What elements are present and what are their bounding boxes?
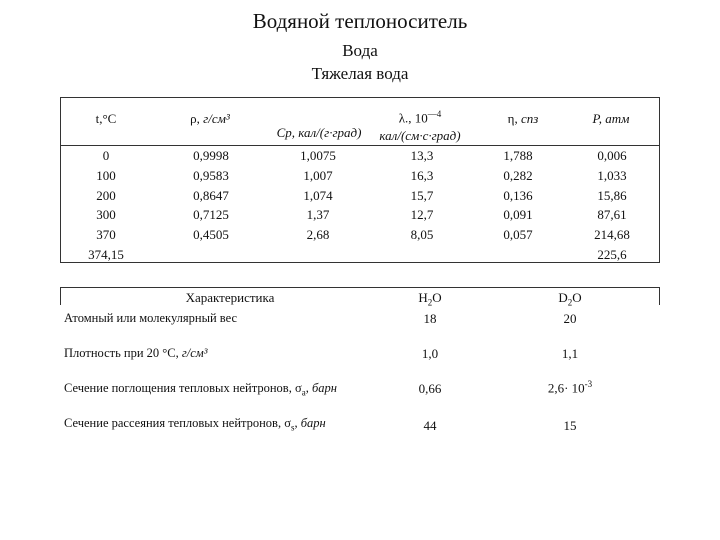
table-cell: 0,9998 <box>193 148 229 163</box>
value-h2o-density: 1,0 <box>421 346 439 361</box>
table-cell: 0,9583 <box>193 167 229 183</box>
table-cell: 100 <box>96 167 116 183</box>
subtitle-heavy-water: Тяжелая вода <box>311 64 409 83</box>
table-cell: 0,8647 <box>193 187 229 203</box>
table-cell: 15,7 <box>410 187 434 203</box>
table-cell: 12,7 <box>410 207 434 223</box>
value-h2o-molecular-weight: 18 <box>423 311 437 326</box>
column-thermal-conductivity <box>374 146 470 245</box>
table-border-top <box>60 287 660 288</box>
table-cell: 370 <box>96 227 116 243</box>
value-d2o-absorption: $2,6\cdot 10^{-3}$ <box>547 379 593 396</box>
table-cell: 0,006 <box>597 148 627 163</box>
header-density: ρ, г/см³ <box>190 111 230 126</box>
table-border-top <box>60 97 660 98</box>
row-label-absorption-cross-section: Сечение поглощения тепловых нейтронов, $\sigma_a$, барн <box>64 381 337 398</box>
table-border-right <box>659 287 660 305</box>
table-cell: 8,05 <box>410 227 434 243</box>
column-density <box>166 146 256 245</box>
table-cell: 1,033 <box>597 167 627 183</box>
header-viscosity: η, спз <box>507 111 539 126</box>
table-cell: 225,6 <box>597 246 627 262</box>
table-border-left <box>60 97 61 262</box>
table-cell: 0,091 <box>503 207 533 223</box>
column-pressure <box>572 146 652 265</box>
subtitle-water: Вода <box>342 41 378 60</box>
table-cell: 214,68 <box>594 227 630 243</box>
table-cell: 1,788 <box>503 148 533 163</box>
table-cell: 300 <box>96 207 116 223</box>
table-cell: 1,37 <box>306 207 330 223</box>
header-h2o: $H_2O$ <box>418 290 442 308</box>
column-temperature <box>66 146 146 265</box>
row-label-molecular-weight: Атомный или молекулярный вес <box>64 311 238 325</box>
value-h2o-scattering: 44 <box>423 418 437 433</box>
table-cell: 0,4505 <box>193 227 229 243</box>
value-d2o-scattering: 15 <box>563 418 577 433</box>
table-cell: 15,86 <box>597 187 627 203</box>
table-border-bottom <box>60 262 660 263</box>
table-cell: 0 <box>102 148 110 163</box>
table-cell: 200 <box>96 187 116 203</box>
header-temperature: t,°C <box>95 111 117 126</box>
table-cell: 1,074 <box>303 187 333 203</box>
table-cell: 1,007 <box>303 167 333 183</box>
table-border-right <box>659 97 660 262</box>
table-cell: 1,0075 <box>300 148 336 163</box>
table-cell: 13,3 <box>410 148 434 163</box>
header-characteristic: Характеристика <box>185 290 275 305</box>
column-heat-capacity <box>268 146 368 245</box>
table-cell: 374,15 <box>88 246 124 262</box>
table-cell: 2,68 <box>306 227 330 243</box>
value-d2o-molecular-weight: 20 <box>563 311 577 326</box>
header-heat-capacity: Cp, кал/(г·град) <box>276 125 362 140</box>
table-cell: 0,282 <box>503 167 533 183</box>
table-cell: 16,3 <box>410 167 434 183</box>
row-label-density: Плотность при 20 °С, г/см³ <box>64 346 208 360</box>
table-cell: 0,057 <box>503 227 533 243</box>
table-cell: 0,7125 <box>193 207 229 223</box>
header-thermal-conductivity: λ., $10^{—4}$ кал/(см·с·град) <box>379 109 461 144</box>
table-cell: 0,136 <box>503 187 533 203</box>
value-h2o-absorption: 0,66 <box>418 381 442 396</box>
value-d2o-density: 1,1 <box>561 346 579 361</box>
table-cell: 87,61 <box>597 207 627 223</box>
header-d2o: $D_2O$ <box>558 290 582 308</box>
table-border-left <box>60 287 61 305</box>
page-title: Водяной теплоноситель <box>252 9 468 33</box>
header-pressure: P, атм <box>592 111 630 126</box>
column-viscosity <box>478 146 558 245</box>
row-label-scattering-cross-section: Сечение рассеяния тепловых нейтронов, $\sigma_s$, барн <box>64 416 326 433</box>
